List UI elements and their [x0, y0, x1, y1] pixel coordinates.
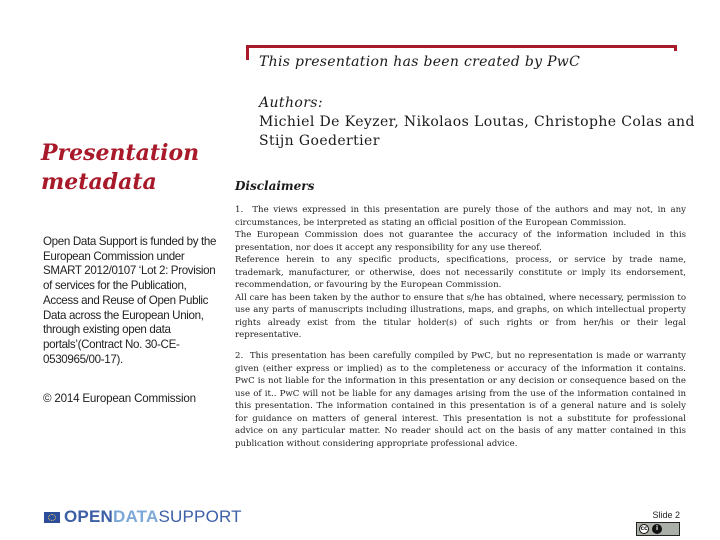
- page-title-line1: Presentation: [41, 140, 200, 166]
- funding-text: Open Data Support is funded by the European Commission under SMART 2012/0107 ‘Lot 2: Provision of services for the Publication, Access and Reuse of Open Public Data across the European Union, through existing open data portals’(Contract No. 30-CE-0530965/00-17).: [43, 235, 217, 366]
- eu-flag-icon: [44, 512, 60, 523]
- created-by-text: This presentation has been created by PwC: [259, 54, 581, 70]
- slide-number: Slide 2: [652, 510, 680, 520]
- page-title: [41, 139, 231, 197]
- cc-license-badge: [636, 522, 680, 536]
- disclaimer-1-text-1: The views expressed in this presentation are purely those of the authors and may not, in any circumstances, be interpreted as stating an official position of the European Commission.: [235, 205, 687, 228]
- page-title-line2: metadata: [41, 169, 157, 195]
- logo-word-open: OPEN: [64, 507, 113, 526]
- disclaimer-1-para-1: [235, 204, 686, 229]
- disclaimer-1-number: 1.: [235, 205, 244, 215]
- header-bracket-right: [674, 45, 677, 51]
- disclaimer-2-number: 2.: [235, 351, 244, 361]
- disclaimer-item-1: [235, 204, 686, 342]
- disclaimer-1-para-4: All care has been taken by the author to ensure that s/he has obtained, where necessary, permission to use any parts of manuscripts including illustrations, maps, and graphs, on which intellectual property rights already exist from the titular holder(s) of such rights or from her/his or their legal representative.: [235, 292, 686, 340]
- header-bracket-top: [246, 45, 676, 48]
- disclaimer-1-para-2: The European Commission does not guarantee the accuracy of the information included in this presentation, nor does it accept any responsibility for any use thereof.: [235, 230, 686, 253]
- authors-names: Michiel De Keyzer, Nikolaos Loutas, Christophe Colas and Stijn Goedertier: [259, 114, 695, 149]
- header-bracket-left: [246, 45, 249, 60]
- logo-word-data: DATA: [112, 507, 159, 526]
- disclaimer-2-para: [235, 350, 686, 450]
- open-data-support-logo: [44, 506, 242, 528]
- disclaimer-2-text: This presentation has been carefully compiled by PwC, but no representation is made or warranty given (either express or implied) as to the completeness or accuracy of the information it contains. PwC is not liable for the information in this presentation or any decision or consequence based on the use of it.. PwC will not be liable for any damages arising from the use of the information contained in this presentation. The information contained in this presentation is of a general nature and is solely for guidance on matters of general interest. This presentation is not a substitute for professional advice on any particular matter. No reader should act on the basis of any matter contained in this publication without considering appropriate professional advice.: [235, 351, 687, 449]
- logo-word-support: SUPPORT: [158, 507, 242, 526]
- disclaimers-heading: Disclaimers: [235, 179, 315, 193]
- authors-block: [259, 94, 699, 151]
- disclaimer-1-para-3: Reference herein to any specific products, specifications, process, or service by trade name, trademark, manufacturer, or otherwise, does not necessarily constitute or imply its endorsement, recommendation, or favouring by the European Commission.: [235, 255, 686, 290]
- cc-icon: cc: [640, 525, 648, 532]
- disclaimer-item-2: [235, 350, 686, 450]
- attribution-icon: i: [652, 524, 662, 534]
- copyright-text: © 2014 European Commission: [43, 392, 196, 405]
- authors-label: Authors:: [259, 95, 323, 111]
